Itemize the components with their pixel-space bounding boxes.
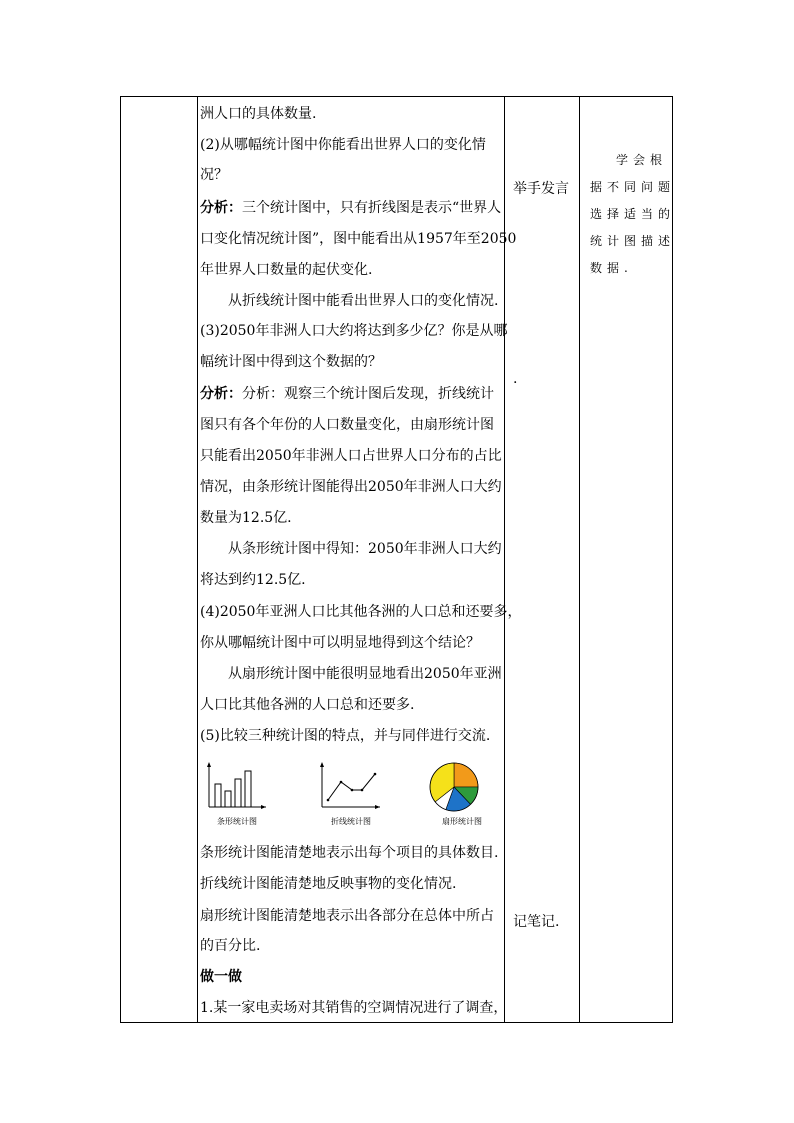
analysis-label: 分析： (200, 386, 242, 402)
chart-thumbnails (200, 755, 500, 817)
note-line: 统计图描述 (590, 234, 676, 248)
bar-chart-thumbnail (207, 762, 266, 809)
note-line: 数据. (590, 261, 633, 275)
teaching-content-cell (198, 97, 522, 1022)
text-line: (2)从哪幅统计图中你能看出世界人口的变化情 (200, 137, 486, 153)
text-line: 折线统计图能清楚地反映事物的变化情况. (200, 876, 457, 892)
text-line: 1.某一家电卖场对其销售的空调情况进行了调查， (200, 1000, 508, 1016)
text-line: 条形统计图能清楚地表示出每个项目的具体数目. (200, 845, 499, 861)
text-line: 从条形统计图中得知：2050年非洲人口大约 (228, 541, 502, 557)
student-activity-cell (505, 97, 580, 1022)
text-line: 图只有各个年份的人口数量变化，由扇形统计图 (200, 417, 494, 433)
text-line: 数量为12.5亿. (200, 510, 292, 526)
analysis-label: 分析： (200, 200, 242, 216)
section-heading: 做一做 (200, 969, 242, 985)
text-line: (4)2050年亚洲人口比其他各洲的人口总和还要多， (200, 604, 522, 620)
text-line: 扇形统计图能清楚地表示出各部分在总体中所占 (200, 908, 494, 924)
text-line: 只能看出2050年非洲人口占世界人口分布的占比 (200, 448, 502, 464)
activity-notes: 记笔记. (513, 914, 560, 930)
text-line: (5)比较三种统计图的特点，并与同伴进行交流. (200, 728, 491, 744)
analysis-text: 分析：观察三个统计图后发现，折线统计 (242, 386, 494, 402)
note-line: 选择适当的 (590, 207, 676, 221)
activity-dot: . (513, 371, 518, 387)
text-line: (3)2050年非洲人口大约将达到多少亿？你是从哪 (200, 323, 508, 339)
note-line: 学会根 (616, 153, 668, 167)
note-line: 据不同问题 (590, 180, 676, 194)
text-line: 你从哪幅统计图中可以明显地得到这个结论？ (200, 635, 480, 651)
chart-types-illustration (200, 755, 500, 827)
line-chart-caption: 折线统计图 (331, 817, 371, 826)
pie-chart-thumbnail (430, 763, 478, 811)
analysis-text: 三个统计图中，只有折线图是表示“世界人 (242, 200, 502, 216)
text-line: 人口比其他各洲的人口总和还要多. (200, 697, 415, 713)
analysis-line (200, 198, 501, 218)
analysis-line (200, 384, 494, 404)
lesson-table (120, 96, 676, 1023)
text-line: 洲人口的具体数量. (200, 106, 317, 122)
bar-chart-caption: 条形统计图 (217, 817, 257, 826)
text-line: 口变化情况统计图”，图中能看出从1957年至2050 (200, 231, 517, 247)
text-line: 将达到约12.5亿. (200, 572, 306, 588)
text-line: 幅统计图中得到这个数据的？ (200, 354, 382, 370)
activity-raise-hand: 举手发言 (513, 181, 569, 197)
text-line: 情况，由条形统计图能得出2050年非洲人口大约 (200, 479, 502, 495)
design-intent-cell (580, 97, 676, 1022)
text-line: 从折线统计图中能看出世界人口的变化情况. (228, 293, 499, 309)
text-line: 从扇形统计图中能很明显地看出2050年亚洲 (228, 666, 502, 682)
text-line: 年世界人口数量的起伏变化. (200, 262, 373, 278)
line-chart-thumbnail (320, 762, 380, 809)
pie-chart-caption: 扇形统计图 (442, 817, 482, 826)
text-line: 况？ (200, 167, 228, 183)
text-line: 的百分比. (200, 938, 261, 954)
